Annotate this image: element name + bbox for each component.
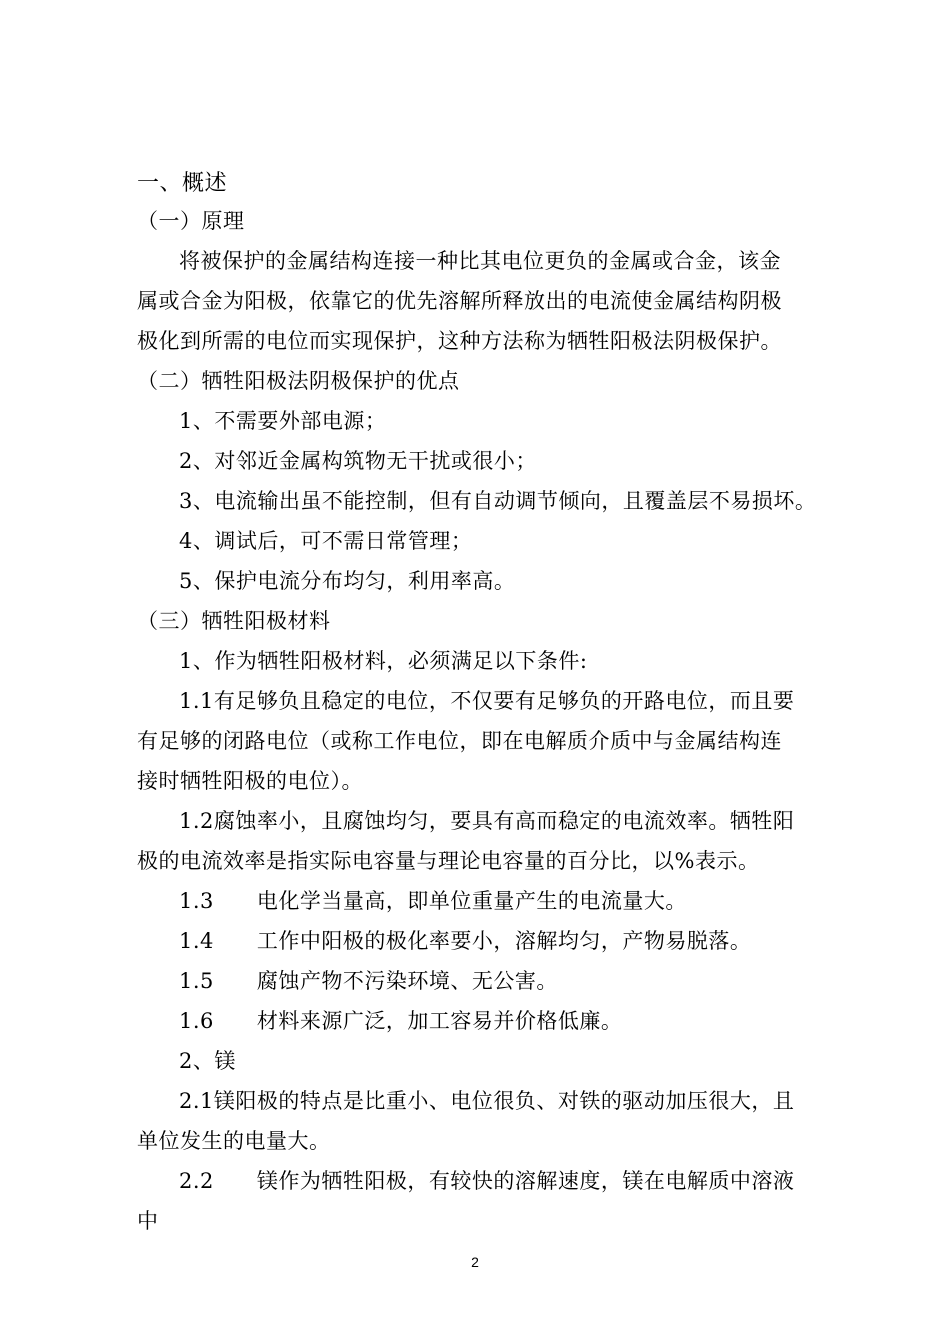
paragraph-line: 极的电流效率是指实际电容量与理论电容量的百分比，以%表示。: [137, 849, 760, 873]
list-item: 1.5 腐蚀产物不污染环境、无公害。: [179, 969, 558, 993]
paragraph-line: 2.2 镁作为牺牲阳极，有较快的溶解速度，镁在电解质中溶液: [179, 1169, 795, 1193]
paragraph-line: 将被保护的金属结构连接一种比其电位更负的金属或合金，该金: [179, 249, 781, 273]
paragraph-line: 1.1有足够负且稳定的电位，不仅要有足够负的开路电位，而且要: [179, 689, 795, 713]
paragraph-line: 有足够的闭路电位（或称工作电位，即在电解质介质中与金属结构连: [137, 729, 782, 753]
list-item: 4、调试后，可不需日常管理；: [179, 529, 473, 553]
subsection-heading-principle: （一）原理: [137, 209, 245, 233]
list-item: 1.3 电化学当量高，即单位重量产生的电流量大。: [179, 889, 687, 913]
paragraph-line: 接时牺牲阳极的电位）。: [137, 769, 363, 793]
list-item: 1.6 材料来源广泛，加工容易并价格低廉。: [179, 1009, 623, 1033]
paragraph-line: 1、作为牺牲阳极材料，必须满足以下条件:: [179, 649, 588, 673]
paragraph-line: 2.1镁阳极的特点是比重小、电位很负、对铁的驱动加压很大，且: [179, 1089, 795, 1113]
paragraph-line: 极化到所需的电位而实现保护，这种方法称为牺牲阳极法阴极保护。: [137, 329, 782, 353]
subsection-heading-anode-materials: （三）牺牲阳极材料: [137, 609, 331, 633]
paragraph-line: 中: [137, 1209, 159, 1233]
list-item: 1、不需要外部电源；: [179, 409, 387, 433]
subsection-heading-advantages: （二）牺牲阳极法阴极保护的优点: [137, 369, 460, 393]
paragraph-line: 1.2腐蚀率小，且腐蚀均匀，要具有高而稳定的电流效率。牺牲阳: [179, 809, 795, 833]
list-item: 5、保护电流分布均匀，利用率高。: [179, 569, 516, 593]
paragraph-line: 2、镁: [179, 1049, 236, 1073]
paragraph-line: 属或合金为阳极，依靠它的优先溶解所释放出的电流使金属结构阴极: [137, 289, 782, 313]
list-item: 2、对邻近金属构筑物无干扰或很小；: [179, 449, 537, 473]
page-number: 2: [471, 1254, 479, 1270]
list-item: 3、电流输出虽不能控制，但有自动调节倾向，且覆盖层不易损坏。: [179, 489, 817, 513]
section-heading-overview: 一、概述: [137, 171, 228, 196]
list-item: 1.4 工作中阳极的极化率要小，溶解均匀，产物易脱落。: [179, 929, 752, 953]
paragraph-line: 单位发生的电量大。: [137, 1129, 331, 1153]
